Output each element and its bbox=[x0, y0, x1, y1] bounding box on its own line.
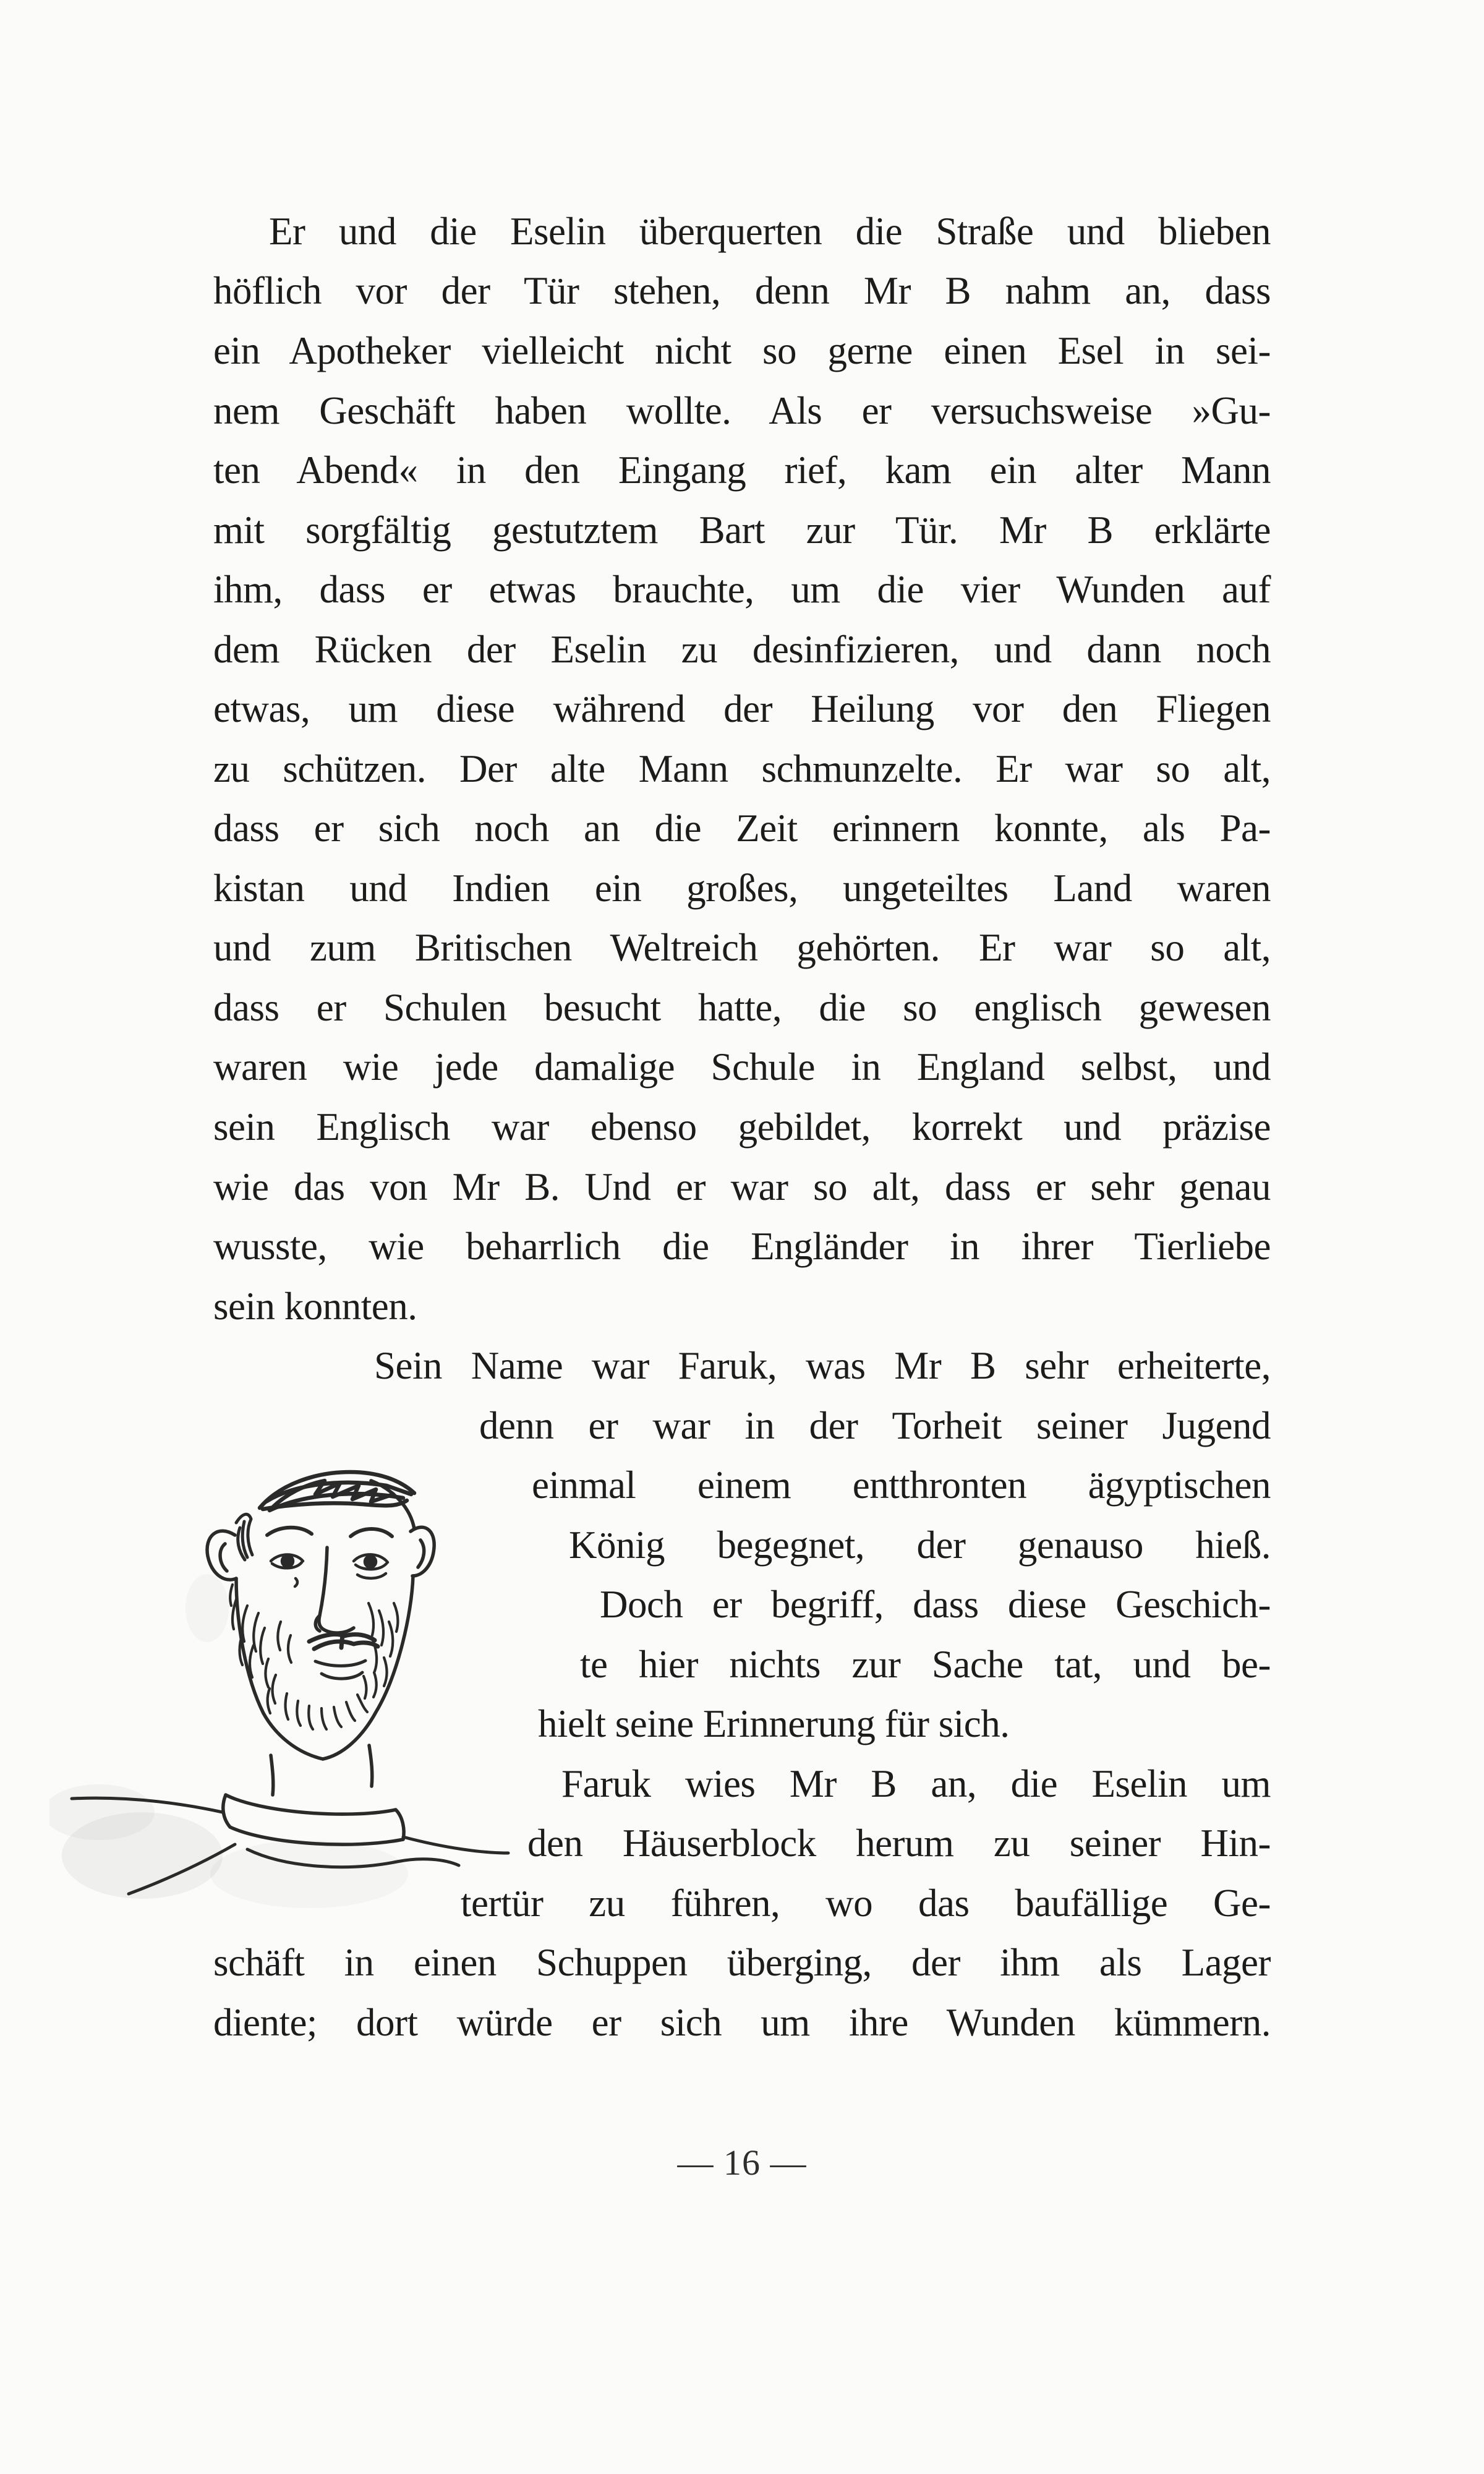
text-line: dem Rücken der Eselin zu desinfizieren, und dann noch bbox=[213, 628, 1271, 671]
text-line: Er und die Eselin überquerten die Straße und blieben bbox=[269, 210, 1271, 253]
text-line: hielt seine Erinnerung für sich. bbox=[538, 1702, 1010, 1745]
text-line: einmal einem entthronten ägyptischen bbox=[532, 1463, 1271, 1507]
text-line: den Häuserblock herum zu seiner Hin- bbox=[527, 1821, 1271, 1865]
old-man-sketch-illustration bbox=[49, 1416, 519, 1930]
text-line: zu schützen. Der alte Mann schmunzelte. Er war so alt, bbox=[213, 747, 1271, 790]
text-line: sein Englisch war ebenso gebildet, korrekt und präzise bbox=[213, 1105, 1271, 1149]
text-line: mit sorgfältig gestutztem Bart zur Tür. Mr B erklärte bbox=[213, 508, 1271, 552]
text-line: etwas, um diese während der Heilung vor den Fliegen bbox=[213, 687, 1271, 730]
text-line: ihm, dass er etwas brauchte, um die vier Wunden auf bbox=[213, 568, 1271, 611]
text-line: wie das von Mr B. Und er war so alt, dass er sehr genau bbox=[213, 1165, 1271, 1209]
text-line: und zum Britischen Weltreich gehörten. Er war so alt, bbox=[213, 926, 1271, 969]
text-line: ein Apotheker vielleicht nicht so gerne einen Esel in sei- bbox=[213, 329, 1271, 372]
text-line: diente; dort würde er sich um ihre Wunden kümmern. bbox=[213, 2001, 1271, 2044]
text-line: Faruk wies Mr B an, die Eselin um bbox=[561, 1762, 1271, 1805]
text-line: dass er sich noch an die Zeit erinnern konnte, als Pa- bbox=[213, 807, 1271, 850]
text-line: schäft in einen Schuppen überging, der ihm als Lager bbox=[213, 1941, 1271, 1984]
text-line: nem Geschäft haben wollte. Als er versuchsweise »Gu- bbox=[213, 389, 1271, 432]
text-line: tertür zu führen, wo das baufällige Ge- bbox=[461, 1881, 1271, 1925]
text-line: Doch er begriff, dass diese Geschich- bbox=[600, 1583, 1271, 1626]
text-line: denn er war in der Torheit seiner Jugend bbox=[479, 1404, 1271, 1447]
text-line: ten Abend« in den Eingang rief, kam ein alter Mann bbox=[213, 448, 1271, 492]
text-line: höflich vor der Tür stehen, denn Mr B nahm an, dass bbox=[213, 269, 1271, 312]
page-number: — 16 — bbox=[677, 2142, 807, 2183]
text-line: dass er Schulen besucht hatte, die so englisch gewesen bbox=[213, 986, 1271, 1029]
text-line: wusste, wie beharrlich die Engländer in ihrer Tierliebe bbox=[213, 1225, 1271, 1268]
text-line: sein konnten. bbox=[213, 1285, 417, 1328]
text-line: Sein Name war Faruk, was Mr B sehr erheiterte, bbox=[374, 1344, 1271, 1387]
text-line: König begegnet, der genauso hieß. bbox=[569, 1523, 1271, 1567]
text-line: kistan und Indien ein großes, ungeteiltes Land waren bbox=[213, 867, 1271, 910]
text-line: te hier nichts zur Sache tat, und be- bbox=[580, 1643, 1271, 1686]
text-line: waren wie jede damalige Schule in England selbst, und bbox=[213, 1045, 1271, 1089]
